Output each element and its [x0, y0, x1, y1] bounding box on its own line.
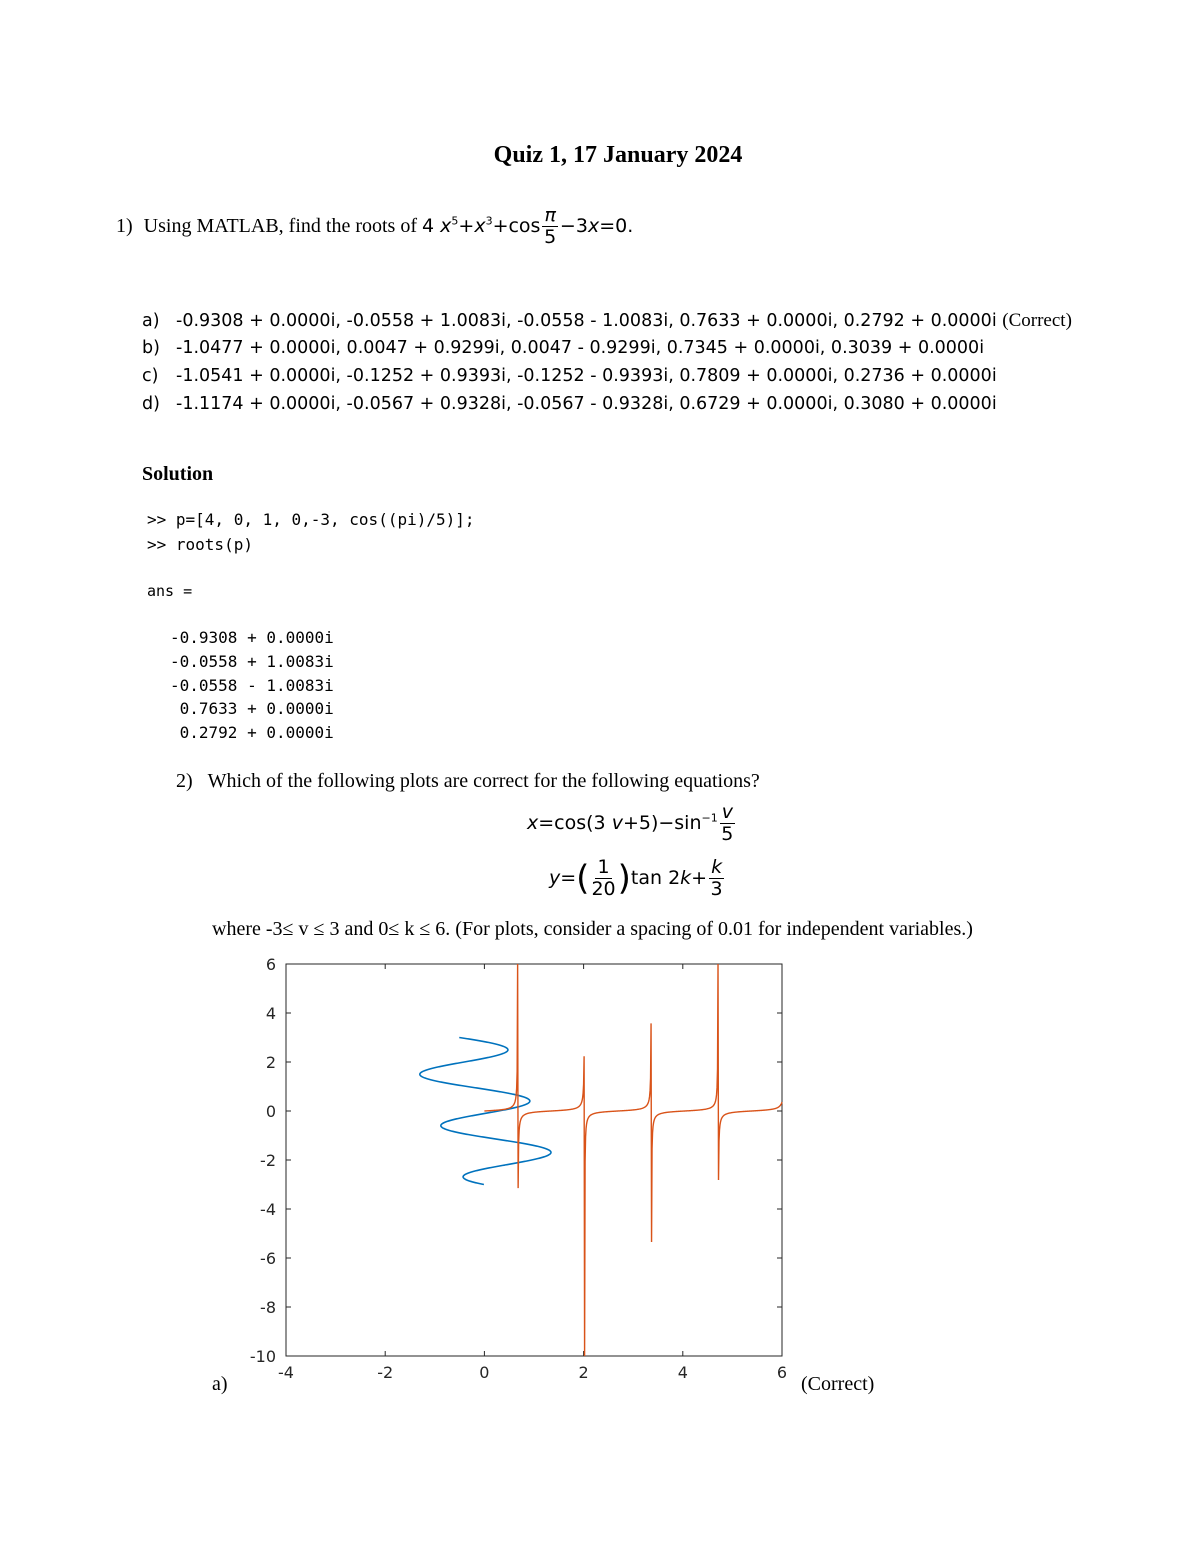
question-2-text: Which of the following plots are correct for the following equations? — [207, 770, 760, 792]
y-tick-label: -2 — [260, 1151, 276, 1170]
equation-x — [527, 803, 737, 844]
option-d[interactable] — [142, 394, 997, 414]
question-2-number: 2) — [176, 770, 193, 792]
plot — [240, 950, 800, 1390]
eq-x-v: v — [611, 812, 623, 834]
x-tick-label: -2 — [377, 1363, 394, 1382]
eq-y-fraction — [591, 858, 615, 899]
y-tick-label: -4 — [260, 1200, 276, 1219]
eq-y-lhs: y — [549, 867, 561, 889]
eq-x-lhs: x — [527, 812, 539, 834]
question-1-text: Using MATLAB, find the roots of — [143, 215, 417, 237]
equation-y — [549, 858, 726, 899]
option-c-text: -1.0541 + 0.0000i, -0.1252 + 0.9393i, -0.1252 - 0.9393i, 0.7809 + 0.0000i, 0.2736 + 0.0000i — [176, 366, 997, 386]
y-tick-label: 4 — [265, 1004, 276, 1023]
question-1 — [116, 206, 633, 247]
x-tick-label: 4 — [677, 1363, 688, 1382]
eq-x-sup: −1 — [701, 811, 718, 825]
eq-y-den: 20 — [591, 878, 616, 900]
y-tick-label: 6 — [265, 955, 276, 974]
eq-y-close-paren: ) — [617, 858, 631, 899]
x-tick-label: -4 — [278, 1363, 294, 1382]
plot-option-note: (Correct) — [801, 1373, 875, 1395]
option-a-note: (Correct) — [1002, 310, 1072, 331]
eq-exp2: 3 — [485, 214, 493, 228]
x-tick-label: 6 — [776, 1363, 788, 1382]
eq-cos: cos — [508, 215, 541, 237]
page-title: Quiz 1, 17 January 2024 — [493, 142, 743, 168]
question-2 — [176, 770, 760, 793]
eq-equals: =0. — [599, 215, 634, 237]
option-a[interactable] — [142, 310, 1072, 332]
option-c-label: c) — [142, 366, 159, 386]
option-a-label: a) — [142, 311, 160, 331]
code-line-1: >> p=[4, 0, 1, 0,-3, cos((pi)/5)]; — [147, 510, 475, 529]
option-b[interactable] — [142, 338, 984, 358]
ans-label: ans = — [147, 582, 193, 600]
y-tick-label: -8 — [260, 1298, 276, 1317]
solution-heading: Solution — [142, 463, 214, 485]
eq-x-fraction — [720, 803, 735, 844]
y-tick-label: 2 — [265, 1053, 276, 1072]
eq-plus1: + — [458, 215, 475, 237]
eq-x-num: v — [721, 801, 733, 823]
y-tick-label: -10 — [249, 1347, 276, 1366]
y-tick-label: -6 — [260, 1249, 276, 1268]
eq-x-inner: (3 — [586, 812, 612, 834]
option-d-label: d) — [142, 394, 160, 414]
eq-y-open-paren: ( — [576, 858, 590, 899]
option-d-text: -1.1174 + 0.0000i, -0.0567 + 0.9328i, -0.0567 - 0.9328i, 0.6729 + 0.0000i, 0.3080 + 0.0000i — [176, 394, 997, 414]
eq-y-tan: tan 2 — [630, 867, 681, 889]
result-1: -0.9308 + 0.0000i — [170, 628, 334, 647]
eq-x-cos: =cos — [538, 812, 587, 834]
eq-y-equals: = — [560, 867, 577, 889]
option-b-label: b) — [142, 338, 160, 358]
eq-x2: x — [474, 215, 486, 237]
eq-pi-fraction — [542, 206, 557, 247]
option-b-text: -1.0477 + 0.0000i, 0.0047 + 0.9299i, 0.0047 - 0.9299i, 0.7345 + 0.0000i, 0.3039 + 0.0000i — [176, 338, 985, 358]
result-3: -0.0558 - 1.0083i — [170, 676, 334, 695]
where-clause: where -3≤ v ≤ 3 and 0≤ k ≤ 6. (For plots, consider a spacing of 0.01 for independent variables.) — [212, 918, 973, 940]
eq-pi: π — [544, 204, 556, 226]
eq-y-fden: 3 — [710, 878, 723, 900]
option-c[interactable] — [142, 366, 997, 386]
eq-x-den: 5 — [721, 823, 734, 845]
plot-option-label: a) — [212, 1373, 228, 1395]
eq-x-sin: −sin — [658, 812, 702, 834]
eq-x3: x — [587, 215, 600, 237]
option-a-text: -0.9308 + 0.0000i, -0.0558 + 1.0083i, -0.0558 - 1.0083i, 0.7633 + 0.0000i, 0.2792 + 0.0000i — [176, 311, 997, 331]
eq-x-inner2: +5) — [622, 812, 659, 834]
eq-coef: 4 — [422, 215, 435, 237]
x-tick-label: 2 — [578, 1363, 589, 1382]
y-tick-label: 0 — [265, 1102, 276, 1121]
code-line-2: >> roots(p) — [147, 535, 253, 554]
result-5: 0.2792 + 0.0000i — [170, 723, 334, 742]
result-2: -0.0558 + 1.0083i — [170, 652, 334, 671]
eq-tail: −3 — [559, 215, 588, 237]
eq-y-k-fraction — [709, 858, 724, 899]
eq-y-fnum: k — [711, 856, 723, 878]
x-tick-label: 0 — [479, 1363, 490, 1382]
eq-plus2: + — [492, 215, 509, 237]
eq-den: 5 — [544, 226, 557, 248]
eq-y-plus: + — [691, 867, 708, 889]
eq-y-num: 1 — [597, 856, 610, 878]
result-4: 0.7633 + 0.0000i — [170, 699, 334, 718]
eq-x1: x — [440, 215, 452, 237]
eq-y-k: k — [680, 867, 692, 889]
eq-exp1: 5 — [451, 214, 459, 228]
question-1-equation — [422, 204, 634, 248]
question-1-number: 1) — [116, 215, 133, 237]
